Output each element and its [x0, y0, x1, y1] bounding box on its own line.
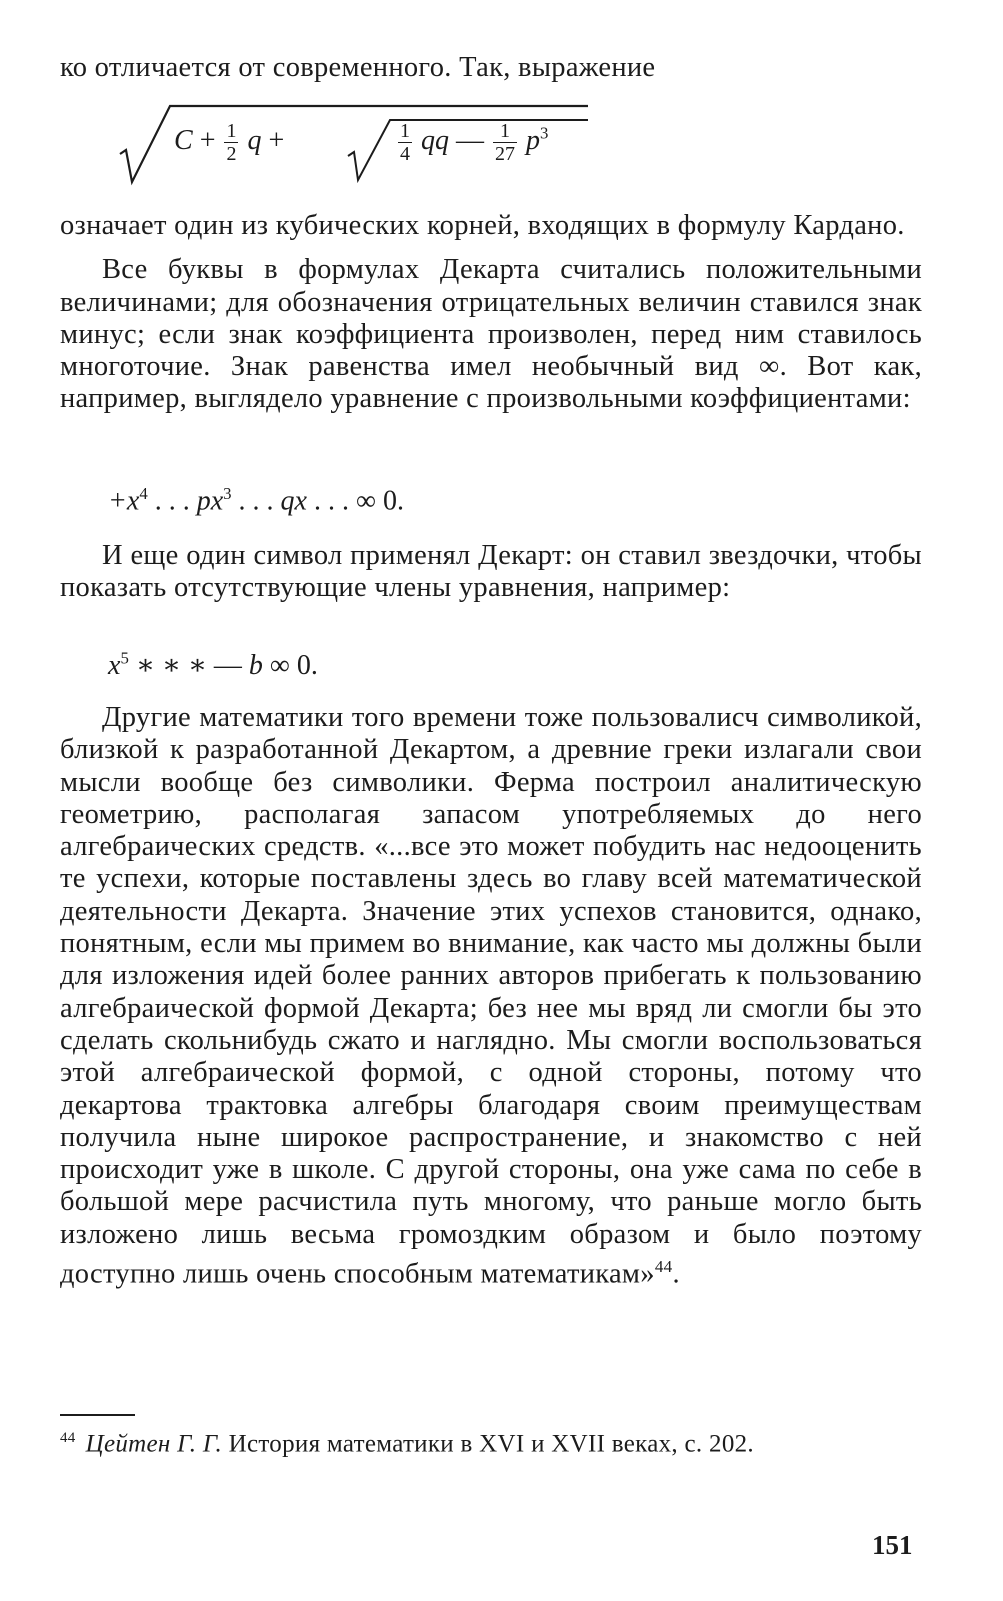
equation-arbitrary-coefficients: $+x^4$ . . . $px^3$ . . . qx . . . ∞ 0.: [108, 484, 404, 517]
footnote-divider: [60, 1414, 135, 1416]
paragraph-stars: И еще один символ применял Декарт: он ставил звездочки, чтобы показать отсутствующие члены уравнения, например:: [60, 540, 922, 604]
text-block-1: [60, 210, 922, 416]
footnote-number: 44: [60, 1430, 76, 1446]
fraction-quarter: $\frac{1}{4}$: [400, 120, 410, 165]
fraction-half: $\frac{1}{2}$: [226, 120, 237, 165]
inner-radicand: $\frac{1}{4}$ qq — $\frac{1}{27}$ $p^3$: [400, 120, 549, 165]
text-block-3: [60, 702, 922, 1291]
paragraph-means: означает один из кубических корней, входящих в формулу Кардано.: [60, 210, 905, 241]
text-block-2: [60, 540, 922, 605]
fraction-27: $\frac{1}{27}$: [495, 120, 515, 165]
footnote-ref: 44: [654, 1257, 673, 1277]
paragraph-letters: Все буквы в формулах Декарта считались положительными величинами; для обозначения отрицательных величин ставился знак минус; если знак коэффициента произволен, перед ним ставилось многоточие. Знак равенства имел необычный вид ∞. Вот как, например, выглядело уравнение с произвольными коэффициентами:: [60, 254, 922, 415]
paragraph-main: Другие математики того времени тоже пользовалисч символикой, близкой к разработанной Декартом, а древние греки излагали свои мысли вообще без символики. Ферма построил аналитическую геометрию, располагая запасом употребляемых до него алгебраических средств. «...все это может побудить нас недооценить те успехи, которые поставлены здесь во главу всей математической деятельности Декарта. Значение этих успехов становится, однако, понятным, если мы примем во внимание, как часто мы должны были для изложения идей более ранних авторов прибегать к пользованию алгебраической формой Декарта; без нее мы вряд ли смогли бы это сделать скольнибудь сжато и наглядно. Мы смогли воспользоваться этой алгебраической формой, с одной стороны, потому что декартова трактовка алгебры благодаря своим преимуществам получила ныне широкое распространение, и знакомство с ней происходит уже в школе. С другой стороны, она уже сама по себе в большой мере расчистила путь многому, что раньше могло быть изложено лишь весьма громоздким образом и было поэтому доступно лишь очень способным математикам»$^{44}$.: [60, 702, 922, 1290]
equation-missing-terms: $x^5$ ∗ ∗ ∗ — b ∞ 0.: [108, 648, 318, 681]
footnote-text: История математики в XVI и XVII веках, с. 202.: [222, 1430, 754, 1458]
text-line-top: ко отличается от современного. Так, выражение: [60, 52, 656, 83]
radicand: C + $\frac{1}{2}$ q +: [174, 120, 285, 165]
cube-root-formula: [112, 96, 592, 186]
footnote: [60, 1430, 922, 1458]
footnote-author: Цейтен Г. Г.: [85, 1430, 223, 1458]
page-number: 151: [872, 1530, 913, 1560]
